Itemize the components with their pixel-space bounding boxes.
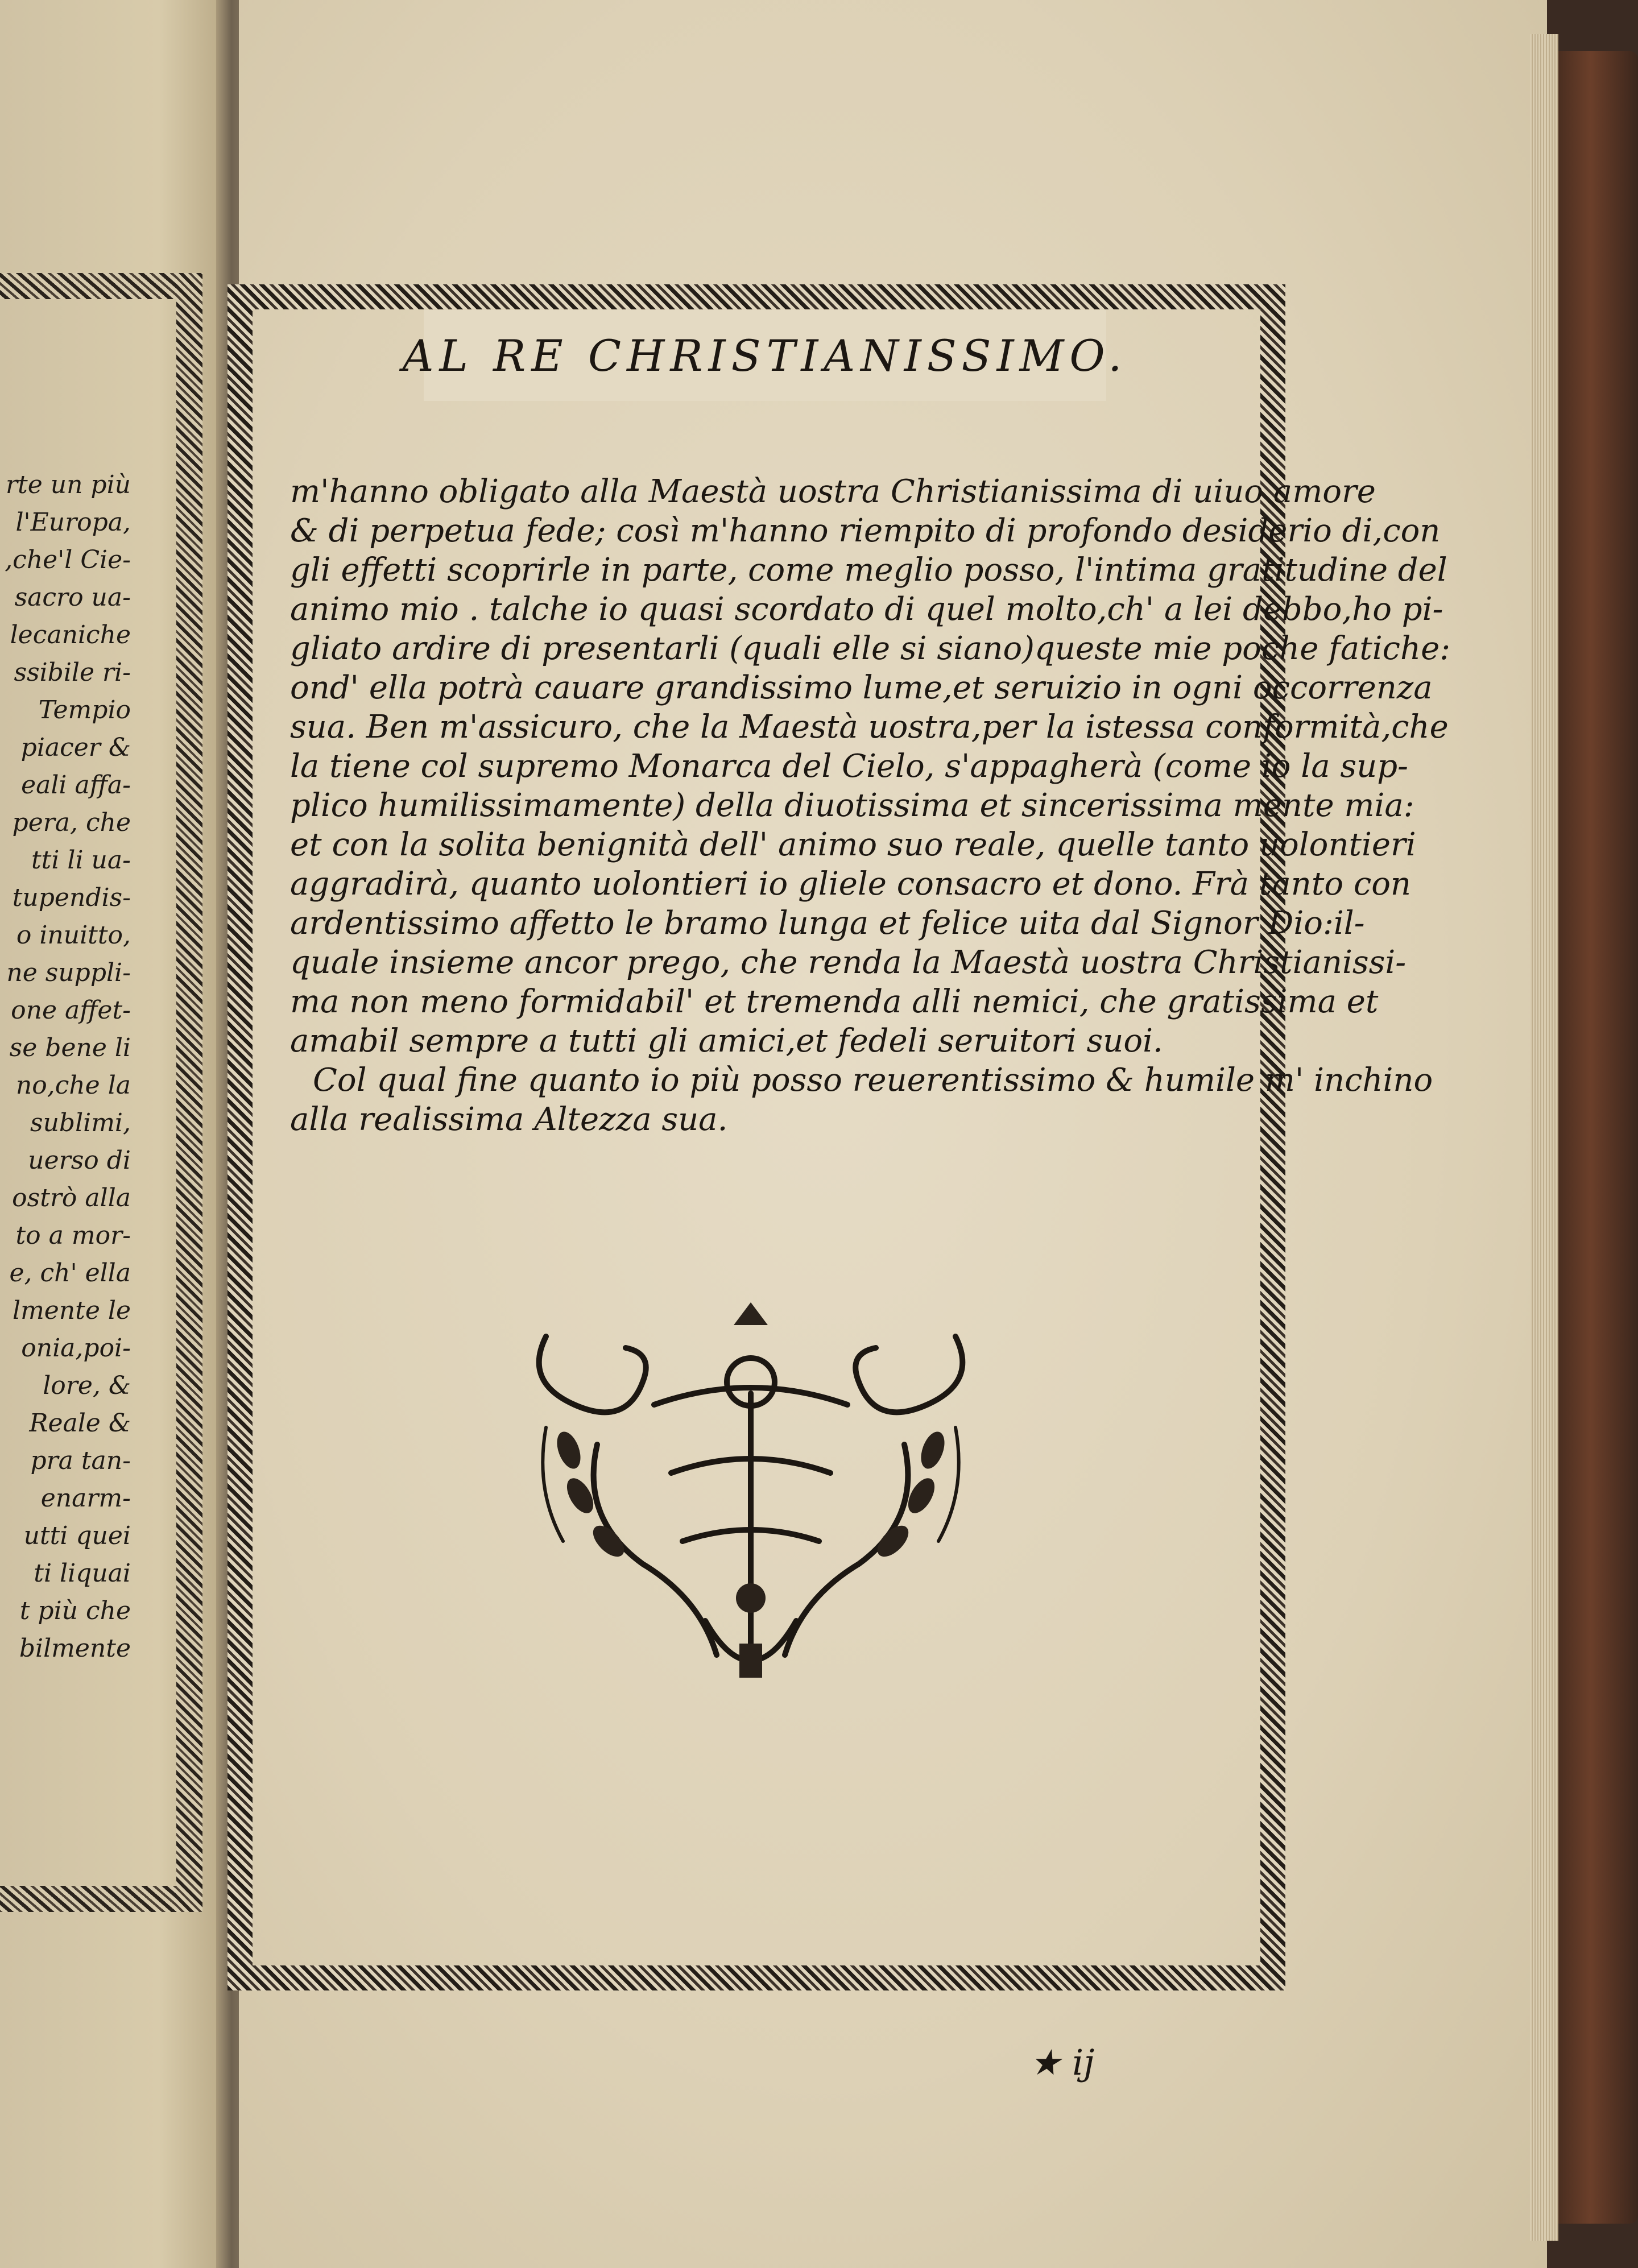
left-line: tti li ua-: [31, 846, 131, 875]
left-line: l'Europa,: [15, 508, 131, 537]
left-line: t più che: [19, 1596, 131, 1625]
left-line: lmente le: [13, 1296, 131, 1325]
left-line: no,che la: [15, 1071, 131, 1100]
left-line: o inuitto,: [16, 921, 131, 950]
left-line: ssibile ri-: [14, 658, 131, 687]
fleuron-ornament-icon: [512, 1302, 990, 1712]
left-line: ne suppli-: [6, 958, 131, 987]
text-line: gliato ardire di presentarli (quali elle si siano)queste mie poche fatiche:: [290, 630, 1451, 667]
header-cartouche: [402, 310, 1128, 401]
left-line: sacro ua-: [14, 583, 131, 612]
text-line: et con la solita benignità dell' animo suo reale, quelle tanto uolontieri: [290, 826, 1416, 863]
text-line: Col qual fine quanto io più posso reuerentissimo & humile m' inchino: [313, 1062, 1433, 1099]
left-line: ,che'l Cie-: [5, 545, 131, 574]
text-line: ma non meno formidabil' et tremenda alli nemici, che gratissima et: [290, 983, 1379, 1020]
left-line: e, ch' ella: [9, 1259, 131, 1288]
left-line: enarm-: [40, 1484, 131, 1513]
left-line: pra tan-: [30, 1446, 131, 1475]
left-line: onia,poi-: [21, 1334, 131, 1363]
signature-mark: ★ ij: [1029, 2042, 1095, 2083]
left-line: bilmente: [19, 1634, 131, 1663]
left-line: rte un più: [6, 470, 131, 499]
left-line: tupendis-: [12, 883, 131, 912]
text-line: aggradirà, quanto uolontieri io gliele consacro et dono. Frà tanto con: [290, 866, 1411, 903]
left-line: lecaniche: [10, 620, 131, 649]
left-page-text: [0, 466, 131, 1667]
left-line: uerso di: [28, 1146, 131, 1175]
text-line: alla realissima Altezza sua.: [290, 1101, 728, 1138]
left-line: eali affa-: [21, 771, 131, 800]
left-line: se bene li: [9, 1033, 131, 1062]
text-line: amabil sempre a tutti gli amici,et fedeli seruitori suoi.: [290, 1023, 1163, 1059]
text-line: ond' ella potrà cauare grandissimo lume,et seruizio in ogni occorrenza: [290, 669, 1433, 706]
text-line: animo mio . talche io quasi scordato di quel molto,ch' a lei debbo,ho pi-: [290, 591, 1443, 628]
left-line: Reale &: [29, 1409, 131, 1438]
page-edges: [1530, 34, 1558, 2241]
left-line: one affet-: [11, 996, 131, 1025]
text-line: quale insieme ancor prego, che renda la Maestà uostra Christianissi-: [290, 944, 1407, 981]
left-line: lore, &: [43, 1371, 131, 1400]
text-line: & di perpetua fede; così m'hanno riempito di profondo desiderio di,con: [290, 512, 1441, 549]
left-line: ostrò alla: [12, 1183, 131, 1212]
left-line: piacer &: [20, 733, 131, 762]
text-line: ardentissimo affetto le bramo lunga et felice uita dal Signor Dio:il-: [290, 905, 1365, 942]
left-line: pera, che: [12, 808, 131, 837]
left-line: to a mor-: [15, 1221, 131, 1250]
book-cover: [1558, 51, 1638, 2224]
left-line: utti quei: [23, 1521, 131, 1550]
text-line: gli effetti scoprirle in parte, come meglio posso, l'intima gratitudine del: [290, 552, 1447, 589]
dedication-text: [290, 472, 1451, 1139]
left-line: sublimi,: [30, 1108, 131, 1137]
left-line: ti liquai: [34, 1559, 131, 1588]
left-line: Tempio: [38, 696, 131, 725]
text-line: la tiene col supremo Monarca del Cielo, s'appagherà (come io la sup-: [290, 748, 1408, 785]
page-title: AL RE CHRISTIANISSIMO.: [402, 330, 1128, 381]
text-line: plico humilissimamente) della diuotissima et sincerissima mente mia:: [290, 787, 1414, 824]
text-line: sua. Ben m'assicuro, che la Maestà uostra,per la istessa conformità,che: [290, 709, 1449, 746]
text-line: m'hanno obligato alla Maestà uostra Christianissima di uiuo amore: [290, 473, 1376, 510]
